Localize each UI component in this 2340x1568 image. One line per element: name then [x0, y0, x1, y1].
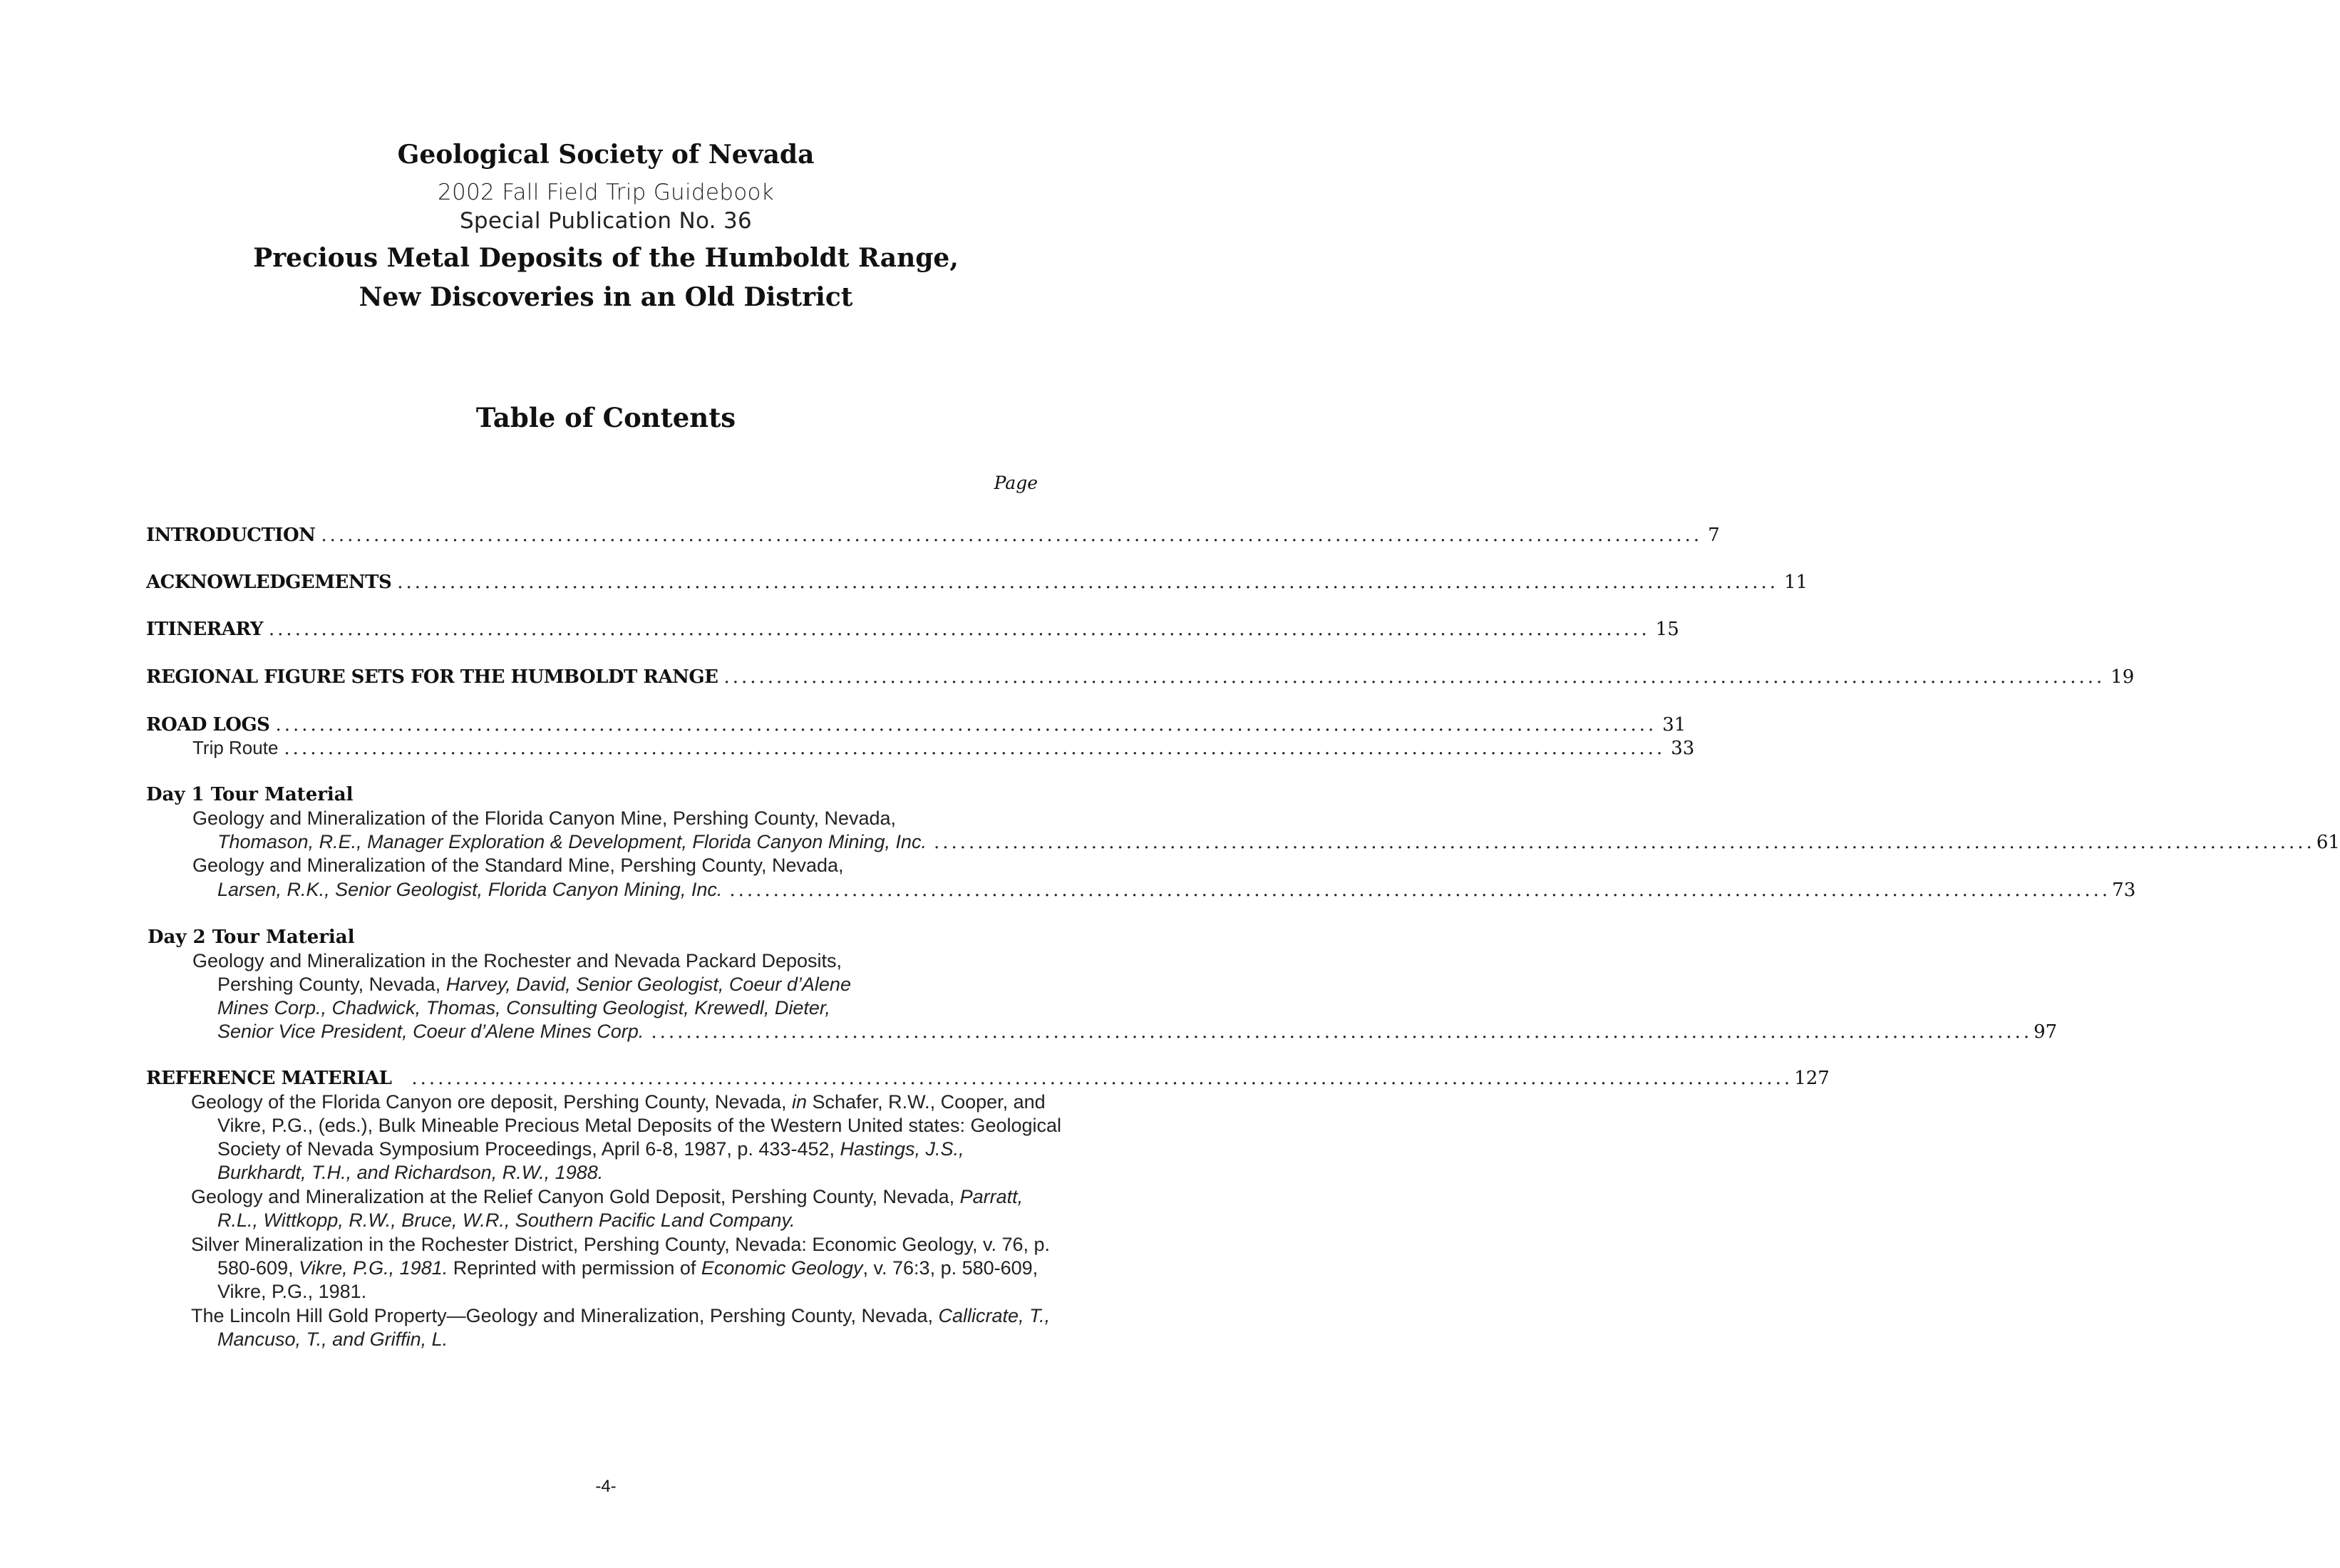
day1-item2-author-line	[217, 879, 2136, 901]
text-run: The Lincoln Hill Gold Property—Geology and Mineralization, Pershing County, Nevada,	[191, 1305, 939, 1326]
day2-heading: Day 2 Tour Material	[148, 927, 355, 948]
dot-leader: ..............................................................................................................................................................	[933, 832, 2315, 853]
organization-name: Geological Society of Nevada	[397, 140, 815, 170]
reference-1-line2: Vikre, P.G., (eds.), Bulk Mineable Precious Metal Deposits of the Western United states: Geological	[217, 1115, 1062, 1136]
toc-entry-acknowledgements	[146, 572, 1808, 593]
day1-item1-page: 61	[2316, 832, 2340, 853]
dot-leader: ..............................................................................................................................................................	[268, 619, 1650, 640]
day1-item1-author-line	[217, 831, 2340, 853]
day2-line2-authors: Harvey, David, Senior Geologist, Coeur d’Alene	[445, 974, 851, 995]
reference-1-line3	[217, 1138, 964, 1160]
toc-entry-label: REGIONAL FIGURE SETS FOR THE HUMBOLDT RANGE	[146, 666, 718, 688]
toc-entry-road-logs	[146, 714, 1686, 736]
text-run: Callicrate, T.,	[938, 1305, 1051, 1326]
day2-line2	[217, 974, 851, 996]
day1-item1-title: Geology and Mineralization of the Florida Canyon Mine, Pershing County, Nevada,	[192, 808, 897, 829]
dot-leader: ..............................................................................................................................................................	[321, 525, 1703, 546]
reference-4-line1	[191, 1305, 1050, 1327]
toc-entry-regional-figures	[146, 666, 2135, 688]
text-run: Vikre, P.G., 1981.	[299, 1257, 448, 1279]
day2-last-line	[217, 1021, 2058, 1043]
text-run: Reprinted with permission of	[448, 1257, 701, 1279]
dot-leader: ..............................................................................................................................................................	[275, 714, 1657, 736]
day1-item2-author: Larsen, R.K., Senior Geologist, Florida Canyon Mining, Inc.	[217, 879, 723, 900]
day2-line1: Geology and Mineralization in the Rochester and Nevada Packard Deposits,	[192, 950, 842, 971]
toc-entry-itinerary	[146, 619, 1679, 640]
dot-leader: ..............................................................................................................................................................	[651, 1021, 2033, 1043]
text-run: Geology of the Florida Canyon ore deposit, Pershing County, Nevada,	[191, 1091, 792, 1113]
toc-entry-label: ITINERARY	[146, 619, 263, 640]
text-run: Hastings, J.S.,	[840, 1138, 964, 1160]
text-run: Schafer, R.W., Cooper, and	[807, 1091, 1046, 1113]
document-title-line1: Precious Metal Deposits of the Humboldt Range,	[253, 243, 959, 273]
day1-item2-title: Geology and Mineralization of the Standard Mine, Pershing County, Nevada,	[192, 855, 844, 876]
publication-number: Special Publication No. 36	[459, 208, 753, 234]
day1-item1-author: Thomason, R.E., Manager Exploration & Development, Florida Canyon Mining, Inc.	[217, 831, 927, 852]
dot-leader: ..............................................................................................................................................................	[284, 738, 1666, 759]
dot-leader: ..............................................................................................................................................................	[397, 572, 1779, 593]
reference-3-line1: Silver Mineralization in the Rochester District, Pershing County, Nevada: Economic Geology, v. 76, p.	[191, 1234, 1051, 1255]
reference-2-line1	[191, 1186, 1023, 1208]
toc-entry-page: 33	[1671, 738, 1695, 759]
toc-entry-label: Trip Route	[192, 737, 279, 758]
toc-entry-reference-material	[146, 1068, 1830, 1089]
dot-leader: ..............................................................................................................................................................	[723, 666, 2106, 688]
toc-entry-page: 31	[1662, 714, 1686, 736]
reference-2-line2: R.L., Wittkopp, R.W., Bruce, W.R., Southern Pacific Land Company.	[217, 1209, 795, 1231]
reference-1-line4: Burkhardt, T.H., and Richardson, R.W., 1988.	[217, 1162, 604, 1183]
text-run: Parratt,	[959, 1186, 1024, 1207]
toc-entry-label: REFERENCE MATERIAL	[146, 1068, 392, 1089]
text-run: 580-609,	[217, 1257, 299, 1279]
toc-entry-introduction	[146, 525, 1720, 546]
day2-line2-plain: Pershing County, Nevada,	[217, 974, 446, 995]
day2-line4: Senior Vice President, Coeur d’Alene Mines Corp.	[217, 1021, 644, 1042]
text-run: Geology and Mineralization at the Relief Canyon Gold Deposit, Pershing County, Nevada,	[191, 1186, 960, 1207]
text-run: in	[792, 1091, 808, 1113]
toc-entry-label: ROAD LOGS	[146, 714, 270, 736]
day1-heading: Day 1 Tour Material	[146, 784, 354, 805]
day2-line3: Mines Corp., Chadwick, Thomas, Consulting Geologist, Krewedl, Dieter,	[217, 997, 830, 1018]
reference-3-line3: Vikre, P.G., 1981.	[217, 1281, 367, 1302]
toc-entry-label: INTRODUCTION	[146, 525, 316, 546]
toc-entry-page: 15	[1655, 619, 1679, 640]
toc-entry-page: 7	[1708, 525, 1720, 546]
document-title-line2: New Discoveries in an Old District	[359, 282, 853, 312]
toc-heading: Table of Contents	[475, 402, 736, 433]
page-number: -4-	[595, 1477, 617, 1496]
toc-entry-page: 11	[1784, 572, 1808, 593]
toc-entry-page: 127	[1794, 1068, 1830, 1089]
day1-item2-page: 73	[2112, 880, 2136, 901]
reference-3-line2	[217, 1257, 1038, 1279]
toc-entry-label: ACKNOWLEDGEMENTS	[146, 572, 392, 593]
dot-leader: ..............................................................................................................................................................	[411, 1068, 1793, 1089]
page-column-label: Page	[994, 473, 1038, 493]
day2-page: 97	[2034, 1021, 2058, 1043]
text-run: Economic Geology	[701, 1257, 863, 1279]
text-run: Society of Nevada Symposium Proceedings, April 6-8, 1987, p. 433-452,	[217, 1138, 840, 1160]
reference-1-line1	[191, 1091, 1046, 1113]
toc-entry-page: 19	[2110, 666, 2135, 688]
dot-leader: ..............................................................................................................................................................	[729, 880, 2111, 901]
guidebook-subtitle: 2002 Fall Field Trip Guidebook	[437, 180, 775, 205]
text-run: , v. 76:3, p. 580-609,	[862, 1257, 1038, 1279]
reference-4-line2: Mancuso, T., and Griffin, L.	[217, 1329, 448, 1350]
toc-entry-trip-route	[192, 737, 1695, 759]
